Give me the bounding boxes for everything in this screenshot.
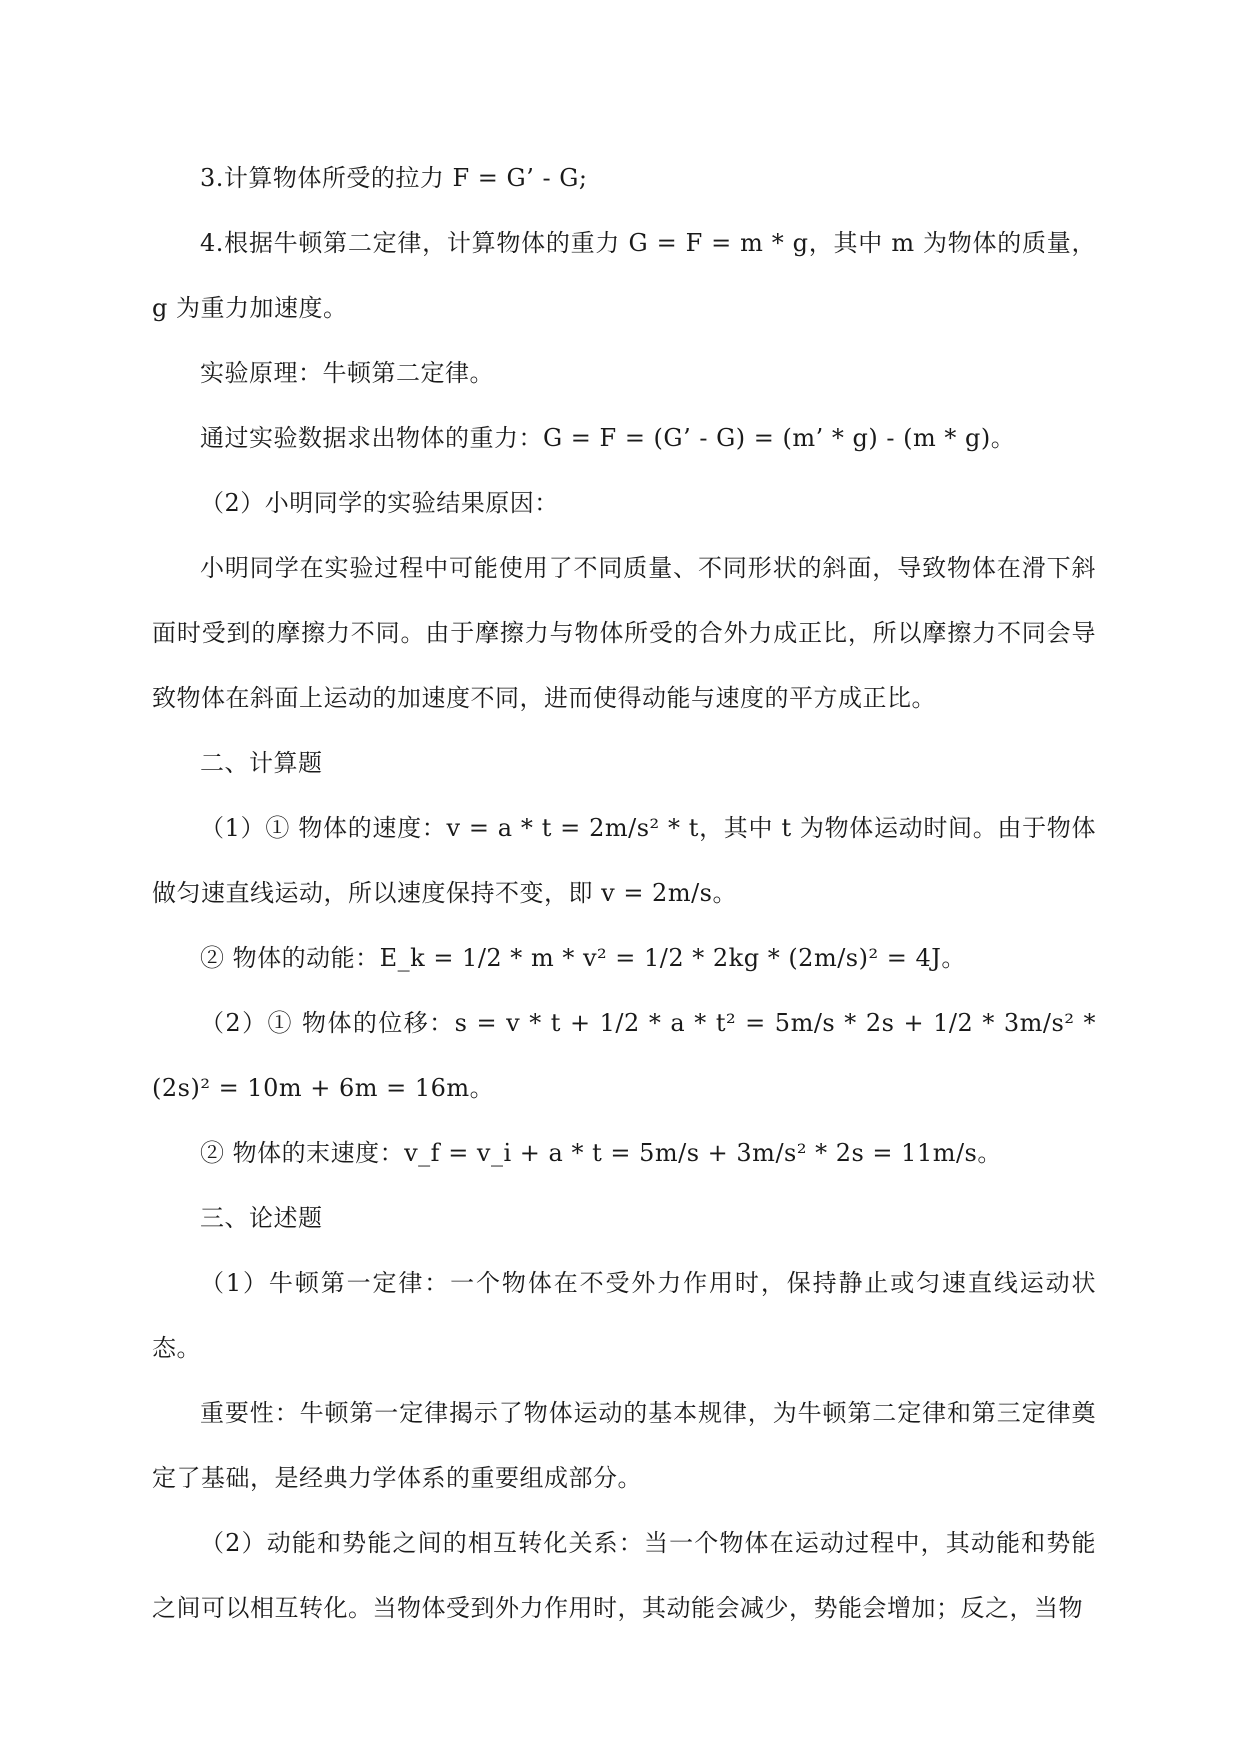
paragraph-energy-conversion: （2）动能和势能之间的相互转化关系：当一个物体在运动过程中，其动能和势能之间可以相互转化。当物体受到外力作用时，其动能会减少，势能会增加；反之，当物	[152, 1529, 1096, 1622]
paragraph-kinetic-energy: ② 物体的动能：E_k = 1/2 * m * v² = 1/2 * 2kg * (2m/s)² = 4J。	[200, 944, 966, 972]
paragraph-first-law: （1）牛顿第一定律：一个物体在不受外力作用时，保持静止或匀速直线运动状态。	[152, 1269, 1096, 1362]
paragraph-result-reason: 小明同学在实验过程中可能使用了不同质量、不同形状的斜面，导致物体在滑下斜面时受到的摩擦力不同。由于摩擦力与物体所受的合外力成正比，所以摩擦力不同会导致物体在斜面上运动的加速度不同，进而使得动能与速度的平方成正比。	[152, 554, 1096, 712]
paragraph-velocity: （1）① 物体的速度：v = a * t = 2m/s² * t，其中 t 为物体运动时间。由于物体做匀速直线运动，所以速度保持不变，即 v = 2m/s。	[152, 814, 1096, 907]
section-heading-discussion: 三、论述题	[200, 1204, 323, 1232]
paragraph-importance: 重要性：牛顿第一定律揭示了物体运动的基本规律，为牛顿第二定律和第三定律奠定了基础，是经典力学体系的重要组成部分。	[152, 1399, 1096, 1492]
paragraph-result-reason-heading: （2）小明同学的实验结果原因：	[200, 489, 559, 517]
paragraph-gravity-formula: 通过实验数据求出物体的重力：G = F = (G’ - G) = (m’ * g) - (m * g)。	[200, 424, 1016, 452]
paragraph-final-velocity: ② 物体的末速度：v_f = v_i + a * t = 5m/s + 3m/s² * 2s = 11m/s。	[200, 1139, 1002, 1167]
paragraph-principle: 实验原理：牛顿第二定律。	[200, 359, 494, 387]
section-heading-calculation: 二、计算题	[200, 749, 323, 777]
paragraph-step-3: 3.计算物体所受的拉力 F = G’ - G;	[200, 164, 588, 192]
paragraph-displacement: （2）① 物体的位移：s = v * t + 1/2 * a * t² = 5m/s * 2s + 1/2 * 3m/s² * (2s)² = 10m + 6m = 16m。	[152, 1009, 1096, 1102]
document-body	[152, 146, 1096, 1641]
paragraph-step-4: 4.根据牛顿第二定律，计算物体的重力 G = F = m * g，其中 m 为物体的质量，g 为重力加速度。	[152, 229, 1096, 322]
